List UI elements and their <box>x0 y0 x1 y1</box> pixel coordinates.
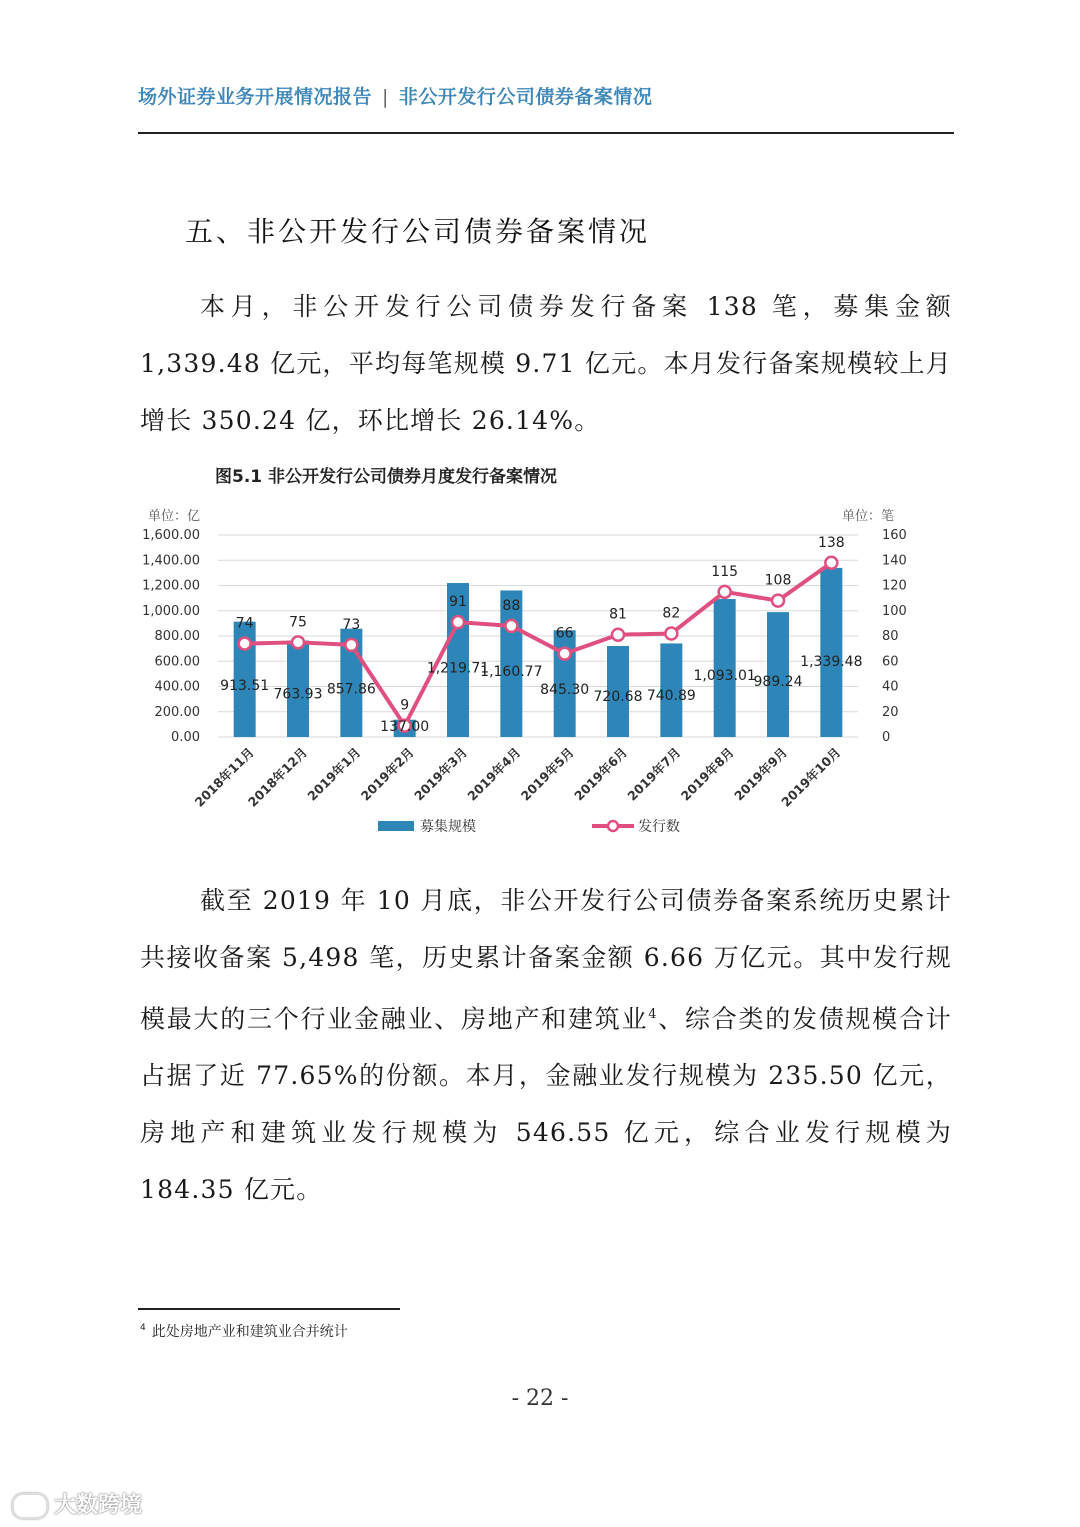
page-number: - 22 - <box>511 1386 569 1411</box>
y-left-tick-label: 800.00 <box>154 629 200 644</box>
running-header <box>138 82 652 109</box>
y-left-tick-label: 200.00 <box>154 704 200 720</box>
y-left-tick-label: 0.00 <box>171 730 200 745</box>
header-section-title: 非公开发行公司债券备案情况 <box>398 86 653 108</box>
legend-swatch-fundraising <box>378 821 414 831</box>
x-category-label: 2019年9月 <box>731 744 791 804</box>
y-right-tick-label: 40 <box>882 679 899 695</box>
section-title: 五、非公开发行公司债券备案情况 <box>185 215 651 248</box>
line-point-issue-count <box>612 629 624 641</box>
data-label-fundraising: 1,339.48 <box>800 653 863 670</box>
data-label-fundraising: 1,219.71 <box>426 660 490 677</box>
legend-label-issue-count: 发行数 <box>638 819 680 835</box>
data-label-issue-count: 108 <box>764 572 792 589</box>
y-left-unit-label: 单位：亿 <box>148 509 201 524</box>
x-category-label: 2019年3月 <box>411 744 471 804</box>
bar-fundraising <box>820 568 842 737</box>
data-label-fundraising: 137.00 <box>380 719 430 735</box>
bond-filing-chart <box>130 500 930 845</box>
data-label-issue-count: 81 <box>609 606 627 623</box>
x-category-label: 2018年11月 <box>191 744 257 810</box>
chart-axes <box>142 509 907 810</box>
data-label-issue-count: 74 <box>235 615 254 632</box>
data-label-issue-count: 82 <box>662 605 681 622</box>
data-label-fundraising: 989.24 <box>753 673 803 690</box>
legend-label-fundraising: 募集规模 <box>420 819 476 835</box>
header-report-title: 场外证券业务开展情况报告 <box>138 86 373 108</box>
y-right-tick-label: 0 <box>882 730 891 745</box>
data-label-issue-count: 115 <box>711 563 739 580</box>
data-label-issue-count: 88 <box>502 597 521 614</box>
x-category-label: 2019年5月 <box>517 744 577 804</box>
footnote-rule <box>138 1308 400 1310</box>
figure-caption: 图5.1 非公开发行公司债券月度发行备案情况 <box>215 467 558 487</box>
line-point-issue-count <box>825 557 837 569</box>
header-separator: | <box>382 86 389 108</box>
data-label-fundraising: 763.93 <box>273 686 323 703</box>
footnote <box>140 1321 348 1341</box>
y-left-tick-label: 600.00 <box>154 654 200 670</box>
line-issue-count <box>245 563 832 726</box>
y-right-tick-label: 120 <box>882 578 907 594</box>
chart-gridlines <box>218 535 858 737</box>
line-point-issue-count <box>665 627 677 639</box>
y-right-tick-label: 60 <box>882 654 899 670</box>
data-label-fundraising: 740.89 <box>646 687 696 704</box>
data-label-issue-count: 138 <box>817 534 845 551</box>
data-label-issue-count: 91 <box>449 594 467 611</box>
line-point-issue-count <box>772 595 784 607</box>
paragraph-cumulative-summary <box>140 872 952 1218</box>
x-category-label: 2019年2月 <box>357 744 417 804</box>
x-category-label: 2019年10月 <box>778 744 844 810</box>
y-right-tick-label: 160 <box>882 528 907 543</box>
data-label-fundraising: 1,093.01 <box>693 667 756 684</box>
footnote-mark: 4 <box>140 1323 146 1334</box>
data-label-fundraising: 913.51 <box>220 678 270 695</box>
watermark-logo-icon <box>12 1493 48 1519</box>
data-label-issue-count: 66 <box>555 625 574 642</box>
chart-line <box>239 557 838 732</box>
x-category-label: 2019年8月 <box>677 744 737 804</box>
y-right-tick-label: 140 <box>882 553 907 569</box>
legend-swatch-marker-issue-count <box>608 821 618 831</box>
line-point-issue-count <box>345 639 357 651</box>
watermark-text: 大数跨境 <box>54 1493 143 1518</box>
line-point-issue-count <box>239 638 251 650</box>
line-point-issue-count <box>505 620 517 632</box>
data-label-fundraising: 857.86 <box>326 681 376 698</box>
header-rule <box>138 132 954 134</box>
data-label-fundraising: 1,160.77 <box>480 664 543 681</box>
x-category-label: 2019年4月 <box>464 744 524 804</box>
y-right-unit-label: 单位：笔 <box>841 509 894 524</box>
line-point-issue-count <box>452 616 464 628</box>
watermark <box>12 1488 142 1519</box>
data-label-issue-count: 9 <box>400 697 410 714</box>
y-left-tick-label: 1,000.00 <box>142 603 200 619</box>
data-label-fundraising: 720.68 <box>593 689 643 706</box>
x-category-label: 2019年7月 <box>624 744 684 804</box>
y-left-tick-label: 1,600.00 <box>142 528 200 543</box>
y-right-tick-label: 20 <box>882 704 899 720</box>
x-category-label: 2019年1月 <box>304 744 364 804</box>
data-label-issue-count: 75 <box>289 614 307 631</box>
data-label-fundraising: 845.30 <box>540 681 590 698</box>
line-point-issue-count <box>719 586 731 598</box>
footnote-reference[interactable]: 4 <box>648 1007 658 1022</box>
chart-legend <box>378 818 680 835</box>
x-category-label: 2019年6月 <box>571 744 631 804</box>
y-right-tick-label: 100 <box>882 603 907 619</box>
y-left-tick-label: 1,200.00 <box>142 578 200 594</box>
paragraph-text: 截至 2019 年 10 月底，非公开发行公司债券备案系统历史累计共接收备案 5,498 笔，历史累计备案金额 6.66 万亿元。其中发行规模最大的三个行业金融业、房地产和建筑业 <box>140 886 952 1034</box>
x-category-label: 2018年12月 <box>244 744 311 810</box>
chart-labels <box>220 535 862 735</box>
y-right-tick-label: 80 <box>882 629 899 644</box>
line-point-issue-count <box>559 648 571 660</box>
footnote-text: 此处房地产业和建筑业合并统计 <box>151 1324 348 1340</box>
y-left-tick-label: 1,400.00 <box>142 553 200 569</box>
y-left-tick-label: 400.00 <box>154 679 200 695</box>
data-label-issue-count: 73 <box>342 616 361 633</box>
paragraph-monthly-summary: 本月，非公开发行公司债券发行备案 138 笔，募集金额 1,339.48 亿元，平均每笔规模 9.71 亿元。本月发行备案规模较上月增长 350.24 亿，环比增长 26.14%。 <box>140 292 952 435</box>
line-point-issue-count <box>292 636 304 648</box>
paragraph-text-continued: 、综合类的发债规模合计占据了近 77.65%的份额。本月，金融业发行规模为 235.50 亿元，房地产和建筑业发行规模为 546.55 亿元，综合业发行规模为 184.35 亿元。 <box>140 1004 953 1205</box>
